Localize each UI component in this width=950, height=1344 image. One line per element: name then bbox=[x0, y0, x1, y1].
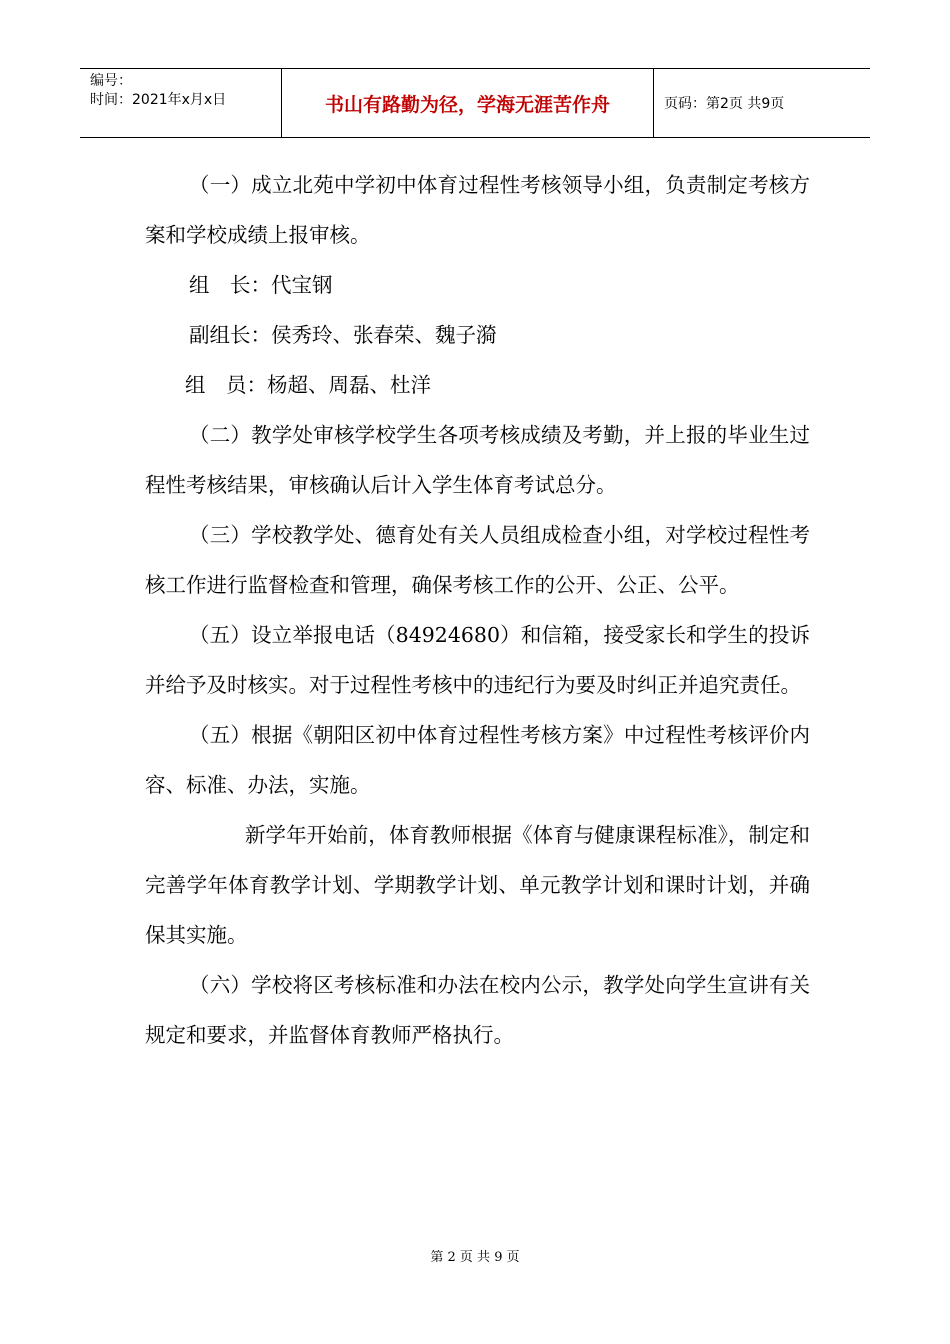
page-header bbox=[80, 68, 870, 138]
header-meta bbox=[80, 69, 282, 137]
paragraph-public-notice: （六）学校将区考核标准和办法在校内公示，教学处向学生宣讲有关规定和要求，并监督体育教师严格执行。 bbox=[145, 973, 810, 1047]
document-time: 时间：2021年x月x日 bbox=[90, 92, 227, 108]
group-leader: 组 长：代宝钢 bbox=[189, 273, 333, 297]
document-body bbox=[145, 160, 810, 1060]
paragraph-leadership-group: （一）成立北苑中学初中体育过程性考核领导小组，负责制定考核方案和学校成绩上报审核。 bbox=[145, 173, 810, 247]
paragraph-inspection-group: （三）学校教学处、德育处有关人员组成检查小组，对学校过程性考核工作进行监督检查和管理，确保考核工作的公开、公正、公平。 bbox=[145, 523, 810, 597]
paragraph-assessment-plan: （五）根据《朝阳区初中体育过程性考核方案》中过程性考核评价内容、标准、办法，实施。 bbox=[145, 723, 810, 797]
paragraph-reporting-hotline: （五）设立举报电话（84924680）和信箱，接受家长和学生的投诉并给予及时核实。对于过程性考核中的违纪行为要及时纠正并追究责任。 bbox=[145, 623, 810, 697]
page-footer: 第 2 页 共 9 页 bbox=[430, 1250, 520, 1265]
group-members: 组 员：杨超、周磊、杜洋 bbox=[185, 373, 431, 397]
header-motto: 书山有路勤为径，学海无涯苦作舟 bbox=[282, 69, 654, 137]
header-page-info: 页码：第2页 共9页 bbox=[664, 96, 785, 112]
group-vice-leaders: 副组长：侯秀玲、张春荣、魏子漪 bbox=[189, 323, 497, 347]
paragraph-teaching-plans: 新学年开始前，体育教师根据《体育与健康课程标准》，制定和完善学年体育教学计划、学期教学计划、单元教学计划和课时计划，并确保其实施。 bbox=[145, 823, 810, 947]
document-number-label: 编号： bbox=[90, 73, 132, 89]
paragraph-teaching-office-review: （二）教学处审核学校学生各项考核成绩及考勤，并上报的毕业生过程性考核结果，审核确认后计入学生体育考试总分。 bbox=[145, 423, 810, 497]
